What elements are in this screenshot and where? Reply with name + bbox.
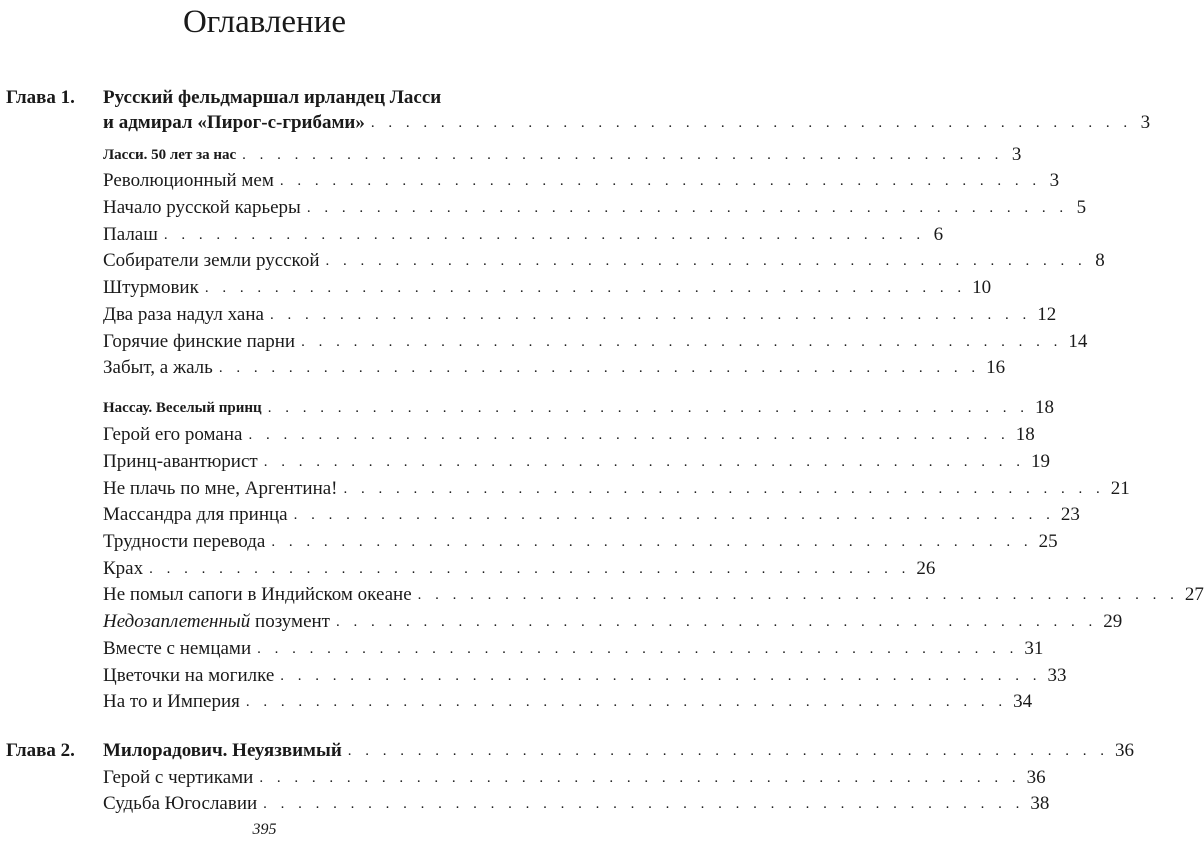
page-number: 6 (933, 224, 944, 245)
leader-dots: . . . . . . . . . . . . . . . . . . . . . . . . . . . . . . . . . . . . . . . . . . . . (271, 534, 1033, 550)
italic-word: Недозаплетенный (103, 611, 251, 632)
page-number: 8 (1095, 250, 1105, 271)
toc-entry[interactable]: Собиратели земли русской . . . . . . . . . . . . . . . . . . . . . . . . . . . . . . . . . . . . . . . . . . . . 8 (103, 250, 1105, 271)
leader-dots: . . . . . . . . . . . . . . . . . . . . . . . . . . . . . . . . . . . . . . . . . . . . (335, 614, 1098, 630)
page-number: 31 (1024, 638, 1044, 659)
leader-dots: . . . . . . . . . . . . . . . . . . . . . . . . . . . . . . . . . . . . . . . . . . . . (267, 400, 1029, 416)
page-number: 18 (1015, 424, 1035, 445)
page-number: 3 (1049, 170, 1060, 191)
leader-dots: . . . . . . . . . . . . . . . . . . . . . . . . . . . . . . . . . . . . . . . . . . . . (263, 796, 1025, 812)
leader-dots: . . . . . . . . . . . . . . . . . . . . . . . . . . . . . . . . . . . . . . . . . . . . (280, 668, 1042, 684)
toc-entry[interactable]: На то и Империя . . . . . . . . . . . . . . . . . . . . . . . . . . . . . . . . . . . . . . . . . . . . 34 (103, 691, 1033, 712)
page-number-footer: 395 (252, 821, 277, 838)
page-number: 25 (1038, 531, 1058, 552)
page-number: 26 (916, 558, 936, 579)
leader-dots: . . . . . . . . . . . . . . . . . . . . . . . . . . . . . . . . . . . . . . . . . . . . (245, 694, 1008, 710)
leader-dots: . . . . . . . . . . . . . . . . . . . . . . . . . . . . . . . . . . . . . . . . . . . . (293, 507, 1055, 523)
toc-entry[interactable]: Не помыл сапоги в Индийском океане . . . . . . . . . . . . . . . . . . . . . . . . . . . . . . . . . . . . . . . . . . . . 27 (103, 584, 1204, 605)
toc-entry[interactable]: Крах . . . . . . . . . . . . . . . . . . . . . . . . . . . . . . . . . . . . . . . . . . . . 26 (103, 558, 936, 579)
leader-dots: . . . . . . . . . . . . . . . . . . . . . . . . . . . . . . . . . . . . . . . . . . . . (301, 334, 1063, 350)
toc-entry[interactable]: Два раза надул хана . . . . . . . . . . . . . . . . . . . . . . . . . . . . . . . . . . . . . . . . . . . . 12 (103, 304, 1057, 325)
page-number: 23 (1060, 504, 1080, 525)
leader-dots: . . . . . . . . . . . . . . . . . . . . . . . . . . . . . . . . . . . . . . . . . . . . (370, 115, 1133, 131)
toc-entry[interactable]: Массандра для принца . . . . . . . . . . . . . . . . . . . . . . . . . . . . . . . . . . . . . . . . . . . . 23 (103, 504, 1080, 525)
chapter-1-title-line-2[interactable]: и адмирал «Пирог-с-грибами» . . . . . . . . . . . . . . . . . . . . . . . . . . . . . . . . . . . . . . . . . . . . 3 (103, 112, 1151, 133)
page-number: 36 (1115, 740, 1135, 761)
leader-dots: . . . . . . . . . . . . . . . . . . . . . . . . . . . . . . . . . . . . . . . . . . . . (257, 641, 1019, 657)
page-number: 29 (1103, 611, 1123, 632)
leader-dots: . . . . . . . . . . . . . . . . . . . . . . . . . . . . . . . . . . . . . . . . . . . . (279, 173, 1042, 189)
section-lassi[interactable]: Ласси. 50 лет за нас . . . . . . . . . . . . . . . . . . . . . . . . . . . . . . . . . . . . . . . . . . . . 3 (103, 144, 1022, 165)
toc-entry[interactable]: Принц-авантюрист . . . . . . . . . . . . . . . . . . . . . . . . . . . . . . . . . . . . . . . . . . . . 19 (103, 451, 1050, 472)
leader-dots: . . . . . . . . . . . . . . . . . . . . . . . . . . . . . . . . . . . . . . . . . . . . (325, 253, 1087, 269)
leader-dots: . . . . . . . . . . . . . . . . . . . . . . . . . . . . . . . . . . . . . . . . . . . . (248, 427, 1010, 443)
toc-entry[interactable]: Палаш . . . . . . . . . . . . . . . . . . . . . . . . . . . . . . . . . . . . . . . . . . . . 6 (103, 224, 944, 245)
toc-entry[interactable]: Не плачь по мне, Аргентина! . . . . . . . . . . . . . . . . . . . . . . . . . . . . . . . . . . . . . . . . . . . . 21 (103, 478, 1130, 499)
page-number: 38 (1030, 793, 1050, 814)
toc-entry[interactable]: Штурмовик . . . . . . . . . . . . . . . . . . . . . . . . . . . . . . . . . . . . . . . . . . . . 10 (103, 277, 992, 298)
leader-dots: . . . . . . . . . . . . . . . . . . . . . . . . . . . . . . . . . . . . . . . . . . . . (204, 280, 967, 296)
toc-entry[interactable]: Забыт, а жаль . . . . . . . . . . . . . . . . . . . . . . . . . . . . . . . . . . . . . . . . . . . . 16 (103, 357, 1006, 378)
leader-dots: . . . . . . . . . . . . . . . . . . . . . . . . . . . . . . . . . . . . . . . . . . . . (263, 454, 1025, 470)
leader-dots: . . . . . . . . . . . . . . . . . . . . . . . . . . . . . . . . . . . . . . . . . . . . (149, 561, 911, 577)
leader-dots: . . . . . . . . . . . . . . . . . . . . . . . . . . . . . . . . . . . . . . . . . . . . (218, 360, 981, 376)
page-number: 18 (1034, 397, 1054, 418)
toc-entry[interactable]: Недозаплетенный позумент . . . . . . . . . . . . . . . . . . . . . . . . . . . . . . . . . . . . . . . . . . . . 29 (103, 611, 1123, 632)
toc-entry[interactable]: Герой его романа . . . . . . . . . . . . . . . . . . . . . . . . . . . . . . . . . . . . . . . . . . . . 18 (103, 424, 1035, 445)
toc-entry[interactable]: Трудности перевода . . . . . . . . . . . . . . . . . . . . . . . . . . . . . . . . . . . . . . . . . . . . 25 (103, 531, 1058, 552)
toc-entry[interactable]: Судьба Югославии . . . . . . . . . . . . . . . . . . . . . . . . . . . . . . . . . . . . . . . . . . . . 38 (103, 793, 1050, 814)
leader-dots: . . . . . . . . . . . . . . . . . . . . . . . . . . . . . . . . . . . . . . . . . . . . (259, 770, 1021, 786)
page-title: Оглавление (182, 4, 347, 40)
leader-dots: . . . . . . . . . . . . . . . . . . . . . . . . . . . . . . . . . . . . . . . . . . . . (347, 743, 1110, 759)
toc-entry[interactable]: Горячие финские парни . . . . . . . . . . . . . . . . . . . . . . . . . . . . . . . . . . . . . . . . . . . . 14 (103, 331, 1088, 352)
toc-entry[interactable]: Революционный мем . . . . . . . . . . . . . . . . . . . . . . . . . . . . . . . . . . . . . . . . . . . . 3 (103, 170, 1060, 191)
leader-dots: . . . . . . . . . . . . . . . . . . . . . . . . . . . . . . . . . . . . . . . . . . . . (343, 481, 1105, 497)
leader-dots: . . . . . . . . . . . . . . . . . . . . . . . . . . . . . . . . . . . . . . . . . . . . (306, 200, 1069, 216)
page-number: 10 (972, 277, 992, 298)
page-number: 34 (1013, 691, 1033, 712)
leader-dots: . . . . . . . . . . . . . . . . . . . . . . . . . . . . . . . . . . . . . . . . . . . . (163, 227, 926, 243)
page-number: 14 (1068, 331, 1088, 352)
chapter-2-title[interactable]: Милорадович. Неуязвимый . . . . . . . . . . . . . . . . . . . . . . . . . . . . . . . . . . . . . . . . . . . . 36 (103, 740, 1135, 761)
section-nassau[interactable]: Нассау. Веселый принц . . . . . . . . . . . . . . . . . . . . . . . . . . . . . . . . . . . . . . . . . . . . 18 (103, 397, 1054, 418)
leader-dots: . . . . . . . . . . . . . . . . . . . . . . . . . . . . . . . . . . . . . . . . . . . . (269, 307, 1032, 323)
chapter-2-label: Глава 2. (6, 740, 75, 761)
page-number: 3 (1011, 144, 1022, 165)
page-number: 12 (1037, 304, 1057, 325)
page-number: 21 (1110, 478, 1130, 499)
page-number: 27 (1184, 584, 1204, 605)
chapter-1-label: Глава 1. (6, 87, 75, 108)
chapter-1-title-line-1: Русский фельдмаршал ирландец Ласси (103, 87, 442, 108)
toc-entry[interactable]: Цветочки на могилке . . . . . . . . . . . . . . . . . . . . . . . . . . . . . . . . . . . . . . . . . . . . 33 (103, 665, 1067, 686)
toc-entry[interactable]: Начало русской карьеры . . . . . . . . . . . . . . . . . . . . . . . . . . . . . . . . . . . . . . . . . . . . 5 (103, 197, 1087, 218)
toc-entry[interactable]: Вместе с немцами . . . . . . . . . . . . . . . . . . . . . . . . . . . . . . . . . . . . . . . . . . . . 31 (103, 638, 1044, 659)
page-number: 36 (1026, 767, 1046, 788)
page-number: 5 (1076, 197, 1087, 218)
page-number: 16 (986, 357, 1006, 378)
page-number: 19 (1030, 451, 1050, 472)
toc-entry[interactable]: Герой с чертиками . . . . . . . . . . . . . . . . . . . . . . . . . . . . . . . . . . . . . . . . . . . . 36 (103, 767, 1046, 788)
page-number: 3 (1140, 112, 1151, 133)
leader-dots: . . . . . . . . . . . . . . . . . . . . . . . . . . . . . . . . . . . . . . . . . . . . (242, 147, 1004, 163)
leader-dots: . . . . . . . . . . . . . . . . . . . . . . . . . . . . . . . . . . . . . . . . . . . . (417, 587, 1179, 603)
page-number: 33 (1047, 665, 1067, 686)
